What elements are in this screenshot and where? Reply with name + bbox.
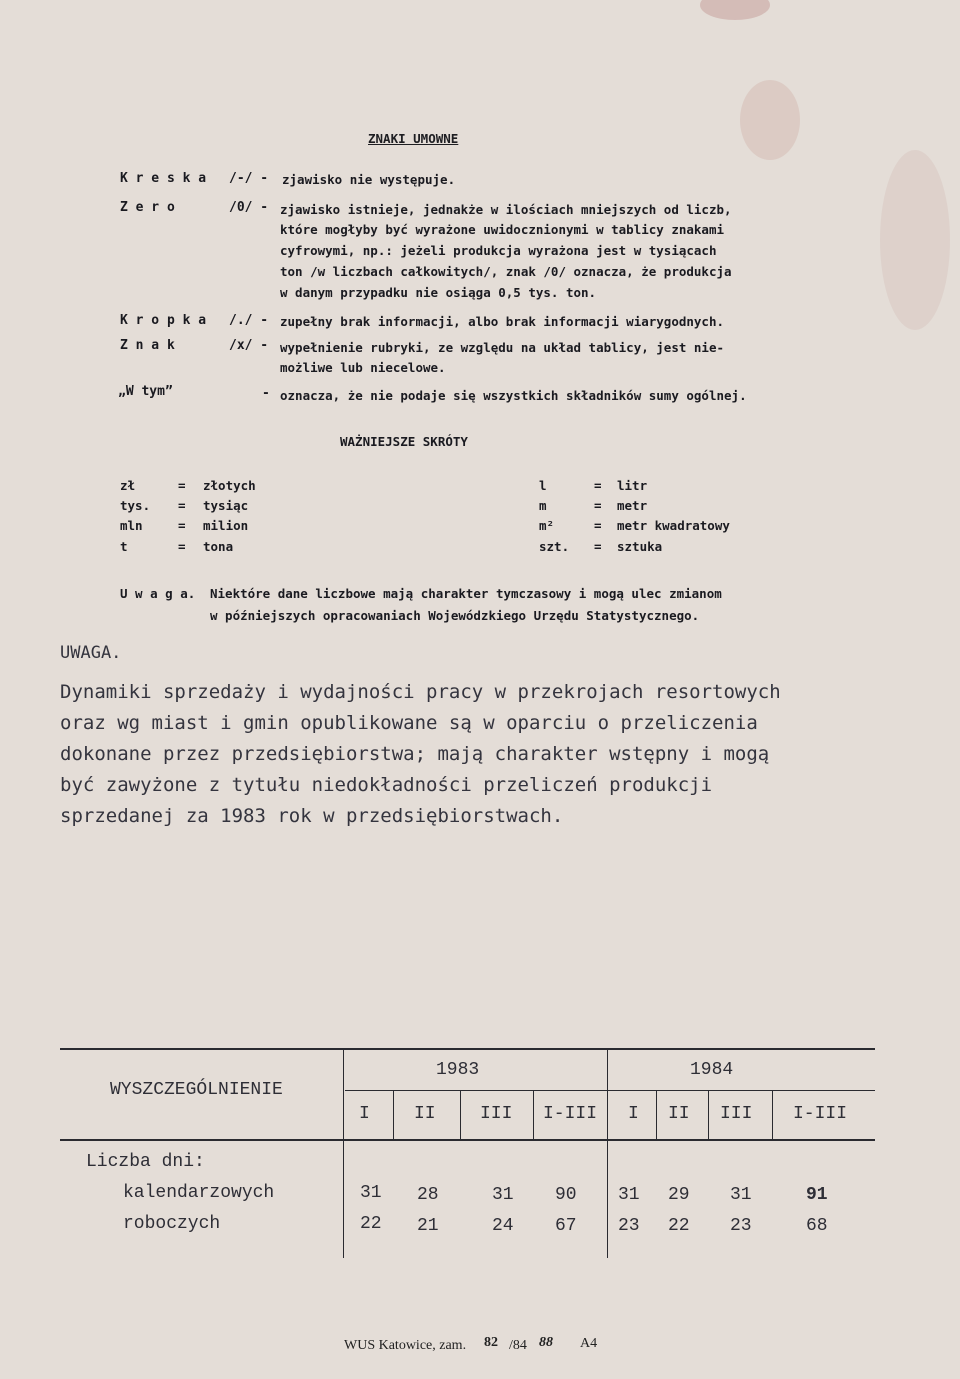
symbol-name: Z e r o [120,200,175,215]
quarter-header: III [480,1104,513,1124]
table-rule [460,1091,461,1139]
abbr-full: sztuka [617,539,663,554]
table-cell: 31 [492,1185,514,1205]
symbol-code: - [262,386,270,401]
abbr-eq: = [178,498,186,513]
table-cell: 23 [730,1216,752,1236]
table-rule [60,1139,875,1141]
symbol-description: które mogłyby być wyrażone uwidocznionymi w tablicy znakami [280,222,725,237]
symbol-code: /-/ - [229,171,269,186]
footer-order-number: 82 [484,1335,498,1350]
table-rule [345,1090,875,1091]
abbr: mln [120,518,143,533]
footer-copies: 88 [539,1335,553,1350]
symbol-description: cyfrowymi, np.: jeżeli produkcja wyrażona jest w tysiącach [280,243,717,258]
symbol-code: /0/ - [229,200,269,215]
abbr-full: metr kwadratowy [617,518,730,533]
table-cell: 90 [555,1185,577,1205]
paper-stain [700,0,770,20]
footer-publisher: WUS Katowice, zam. [344,1338,467,1353]
abbreviations-heading: WAŻNIEJSZE SKRÓTY [340,434,468,449]
abbr-full: milion [203,518,249,533]
row-label: kalendarzowych [123,1183,275,1203]
year-header: 1983 [436,1060,480,1080]
quarter-header: I [628,1104,639,1124]
table-cell: 67 [555,1216,577,1236]
symbol-description: zjawisko nie występuje. [282,172,456,187]
symbol-name: Z n a k [120,338,175,353]
table-cell: 28 [417,1185,439,1205]
year-header: 1984 [690,1060,734,1080]
abbr-eq: = [178,539,186,554]
abbr-eq: = [594,478,602,493]
paper-stain [740,80,800,160]
abbr-full: złotych [203,478,256,493]
symbol-name: „W tym” [118,384,173,399]
note-line: Niektóre dane liczbowe mają charakter tymczasowy i mogą ulec zmianom [210,586,722,601]
abbr-full: tona [203,539,234,554]
note-paragraph-line: Dynamiki sprzedaży i wydajności pracy w przekrojach resortowych [60,681,781,703]
abbr: m [539,498,547,513]
abbr: t [120,539,128,554]
abbr-eq: = [178,478,186,493]
note-line: w późniejszych opracowaniach Wojewódzkiego Urzędu Statystycznego. [210,608,700,623]
note-paragraph-line: sprzedanej za 1983 rok w przedsiębiorstwach. [60,805,564,827]
row-group-label: Liczba dni: [86,1152,205,1172]
abbr-eq: = [594,539,602,554]
abbr: l [539,478,547,493]
footer-year: /84 [509,1338,527,1353]
quarter-header: I [359,1104,370,1124]
symbol-description: zupełny brak informacji, albo brak informacji wiarygodnych. [280,314,725,329]
table-cell: 24 [492,1216,514,1236]
symbol-code: /./ - [229,313,269,328]
abbr: tys. [120,498,151,513]
table-cell: 21 [417,1216,439,1236]
abbr-full: metr [617,498,648,513]
symbol-name: K r e s k a [120,171,207,186]
quarter-header: III [720,1104,753,1124]
note-heading: UWAGA. [60,643,122,663]
table-cell: 91 [806,1185,828,1205]
table-rule [343,1048,344,1258]
abbr-full: litr [617,478,648,493]
table-rule [656,1091,657,1139]
quarter-header: II [414,1104,436,1124]
abbr: zł [120,478,136,493]
abbr-eq: = [178,518,186,533]
table-cell: 68 [806,1216,828,1236]
paper-stain [880,150,950,330]
table-header-label: WYSZCZEGÓLNIENIE [110,1080,283,1100]
symbol-name: K r o p k a [120,313,207,328]
note-paragraph-line: oraz wg miast i gmin opublikowane są w oparciu o przeliczenia [60,712,758,734]
footer-format: A4 [580,1336,598,1351]
quarter-header: II [668,1104,690,1124]
table-cell: 22 [668,1216,690,1236]
table-rule [607,1048,608,1258]
table-rule [533,1091,534,1139]
symbol-code: /x/ - [229,338,269,353]
abbr: m² [539,518,555,533]
symbol-description: oznacza, że nie podaje się wszystkich składników sumy ogólnej. [280,388,747,403]
table-rule [772,1091,773,1139]
abbr: szt. [539,539,570,554]
row-label: roboczych [123,1214,221,1234]
table-cell: 22 [360,1214,382,1234]
table-cell: 29 [668,1185,690,1205]
abbr-eq: = [594,518,602,533]
abbr-eq: = [594,498,602,513]
page-title: ZNAKI UMOWNE [368,131,459,146]
table-rule [60,1048,875,1050]
symbol-description: w danym przypadku nie osiąga 0,5 tys. ton. [280,285,597,300]
symbol-description: możliwe lub niecelowe. [280,360,446,375]
note-label: U w a g a. [120,586,196,601]
note-paragraph-line: być zawyżone z tytułu niedokładności przeliczeń produkcji [60,774,713,796]
note-paragraph-line: dokonane przez przedsiębiorstwa; mają charakter wstępny i mogą [60,743,770,765]
symbol-description: zjawisko istnieje, jednakże w ilościach mniejszych od liczb, [280,202,732,217]
table-rule [708,1091,709,1139]
table-cell: 31 [360,1183,382,1203]
quarter-header: I-III [793,1104,848,1124]
table-cell: 23 [618,1216,640,1236]
abbr-full: tysiąc [203,498,249,513]
symbol-description: wypełnienie rubryki, ze względu na układ tablicy, jest nie- [280,340,725,355]
table-rule [393,1091,394,1139]
table-cell: 31 [618,1185,640,1205]
table-cell: 31 [730,1185,752,1205]
symbol-description: ton /w liczbach całkowitych/, znak /0/ oznacza, że produkcja [280,264,732,279]
quarter-header: I-III [543,1104,598,1124]
